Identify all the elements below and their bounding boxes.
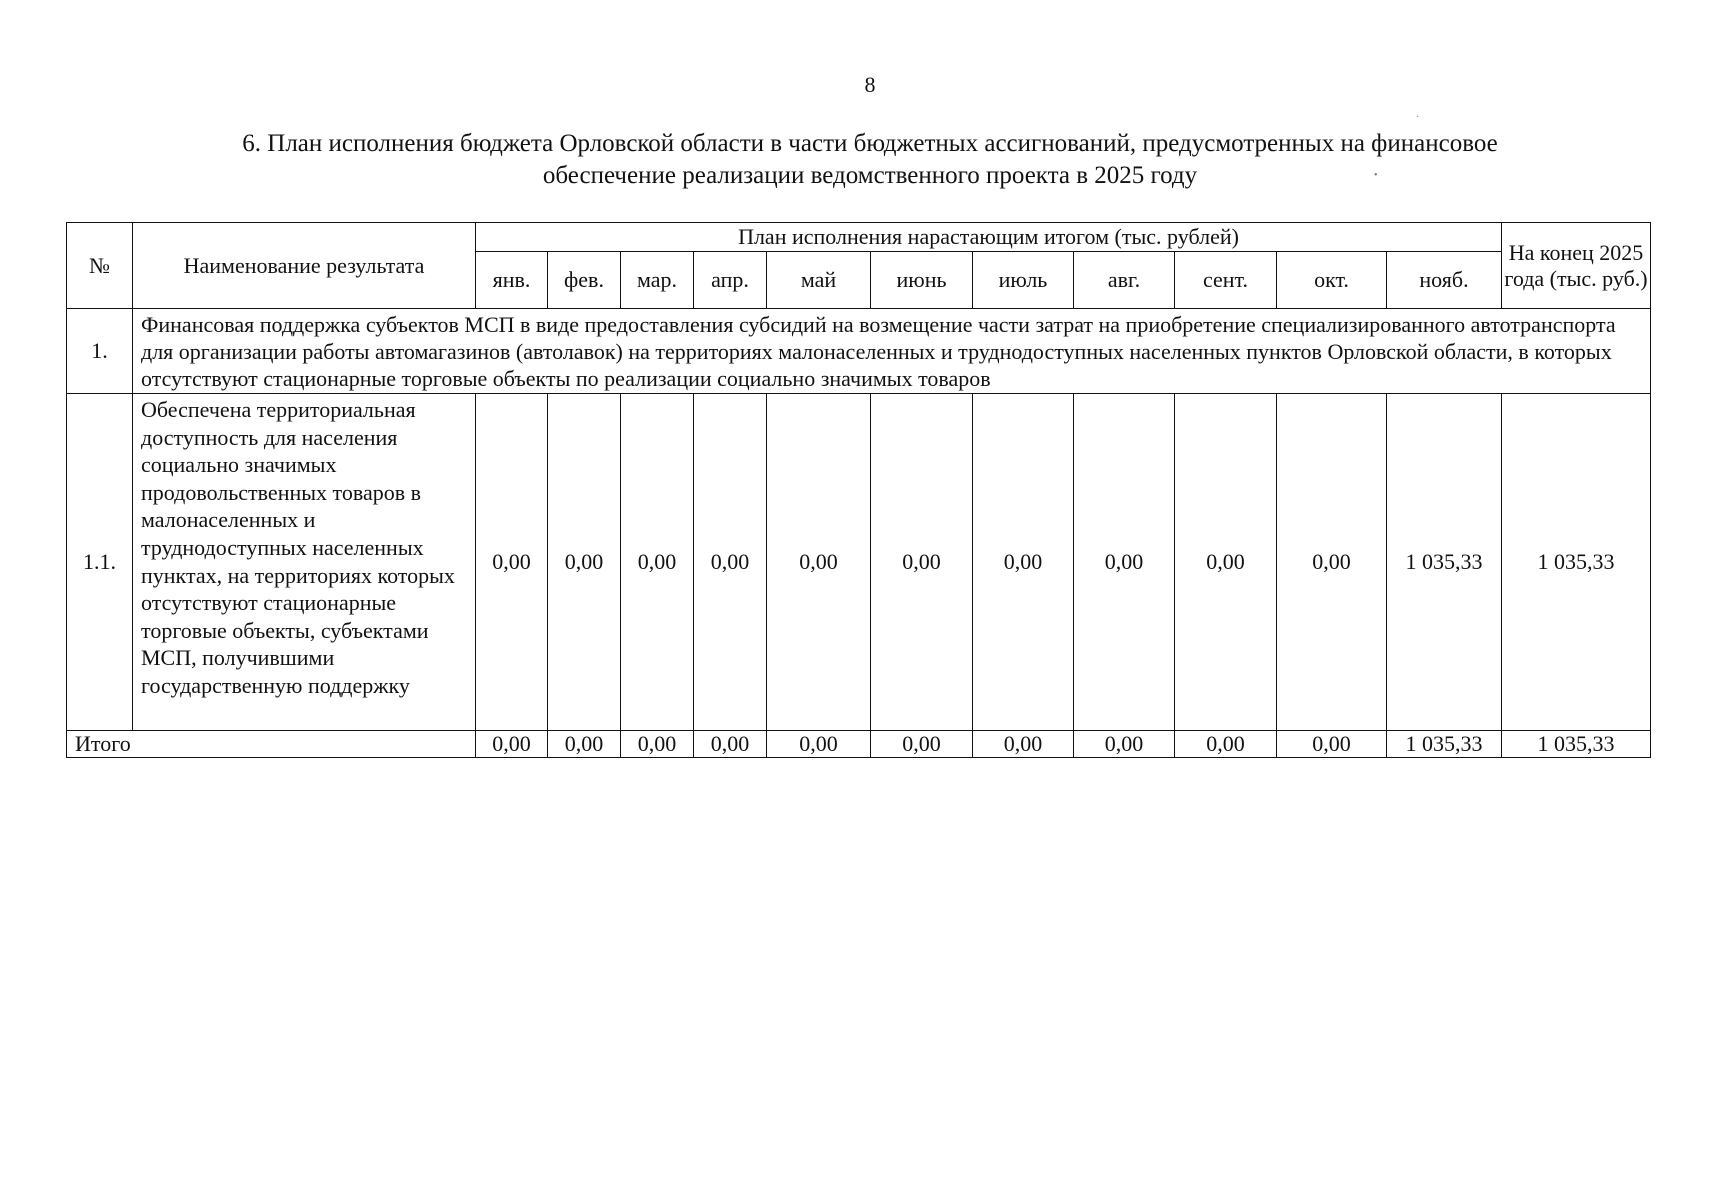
result-value: 0,00 — [694, 394, 767, 731]
section-title: Финансовая поддержка субъектов МСП в виде предоставления субсидий на возмещение части затрат на приобретение специализированного автотранспорта для организации работы автомагазинов (автолавок) на территориях малонаселенных и труднодоступных населенных пунктов Орловской области, в которых отсутствуют стационарные торговые объекты по реализации социально значимых товаров — [133, 309, 1651, 394]
month-header: май — [767, 252, 871, 309]
month-header: мар. — [621, 252, 694, 309]
result-value: 0,00 — [973, 394, 1074, 731]
document-title — [100, 128, 1640, 192]
month-header: июнь — [871, 252, 973, 309]
header-num: № — [67, 223, 133, 309]
section-num: 1. — [67, 309, 133, 394]
section-row — [67, 309, 1651, 394]
result-value: 0,00 — [1074, 394, 1175, 731]
header-end-of-year: На конец 2025 года (тыс. руб.) — [1502, 223, 1651, 309]
total-value: 0,00 — [973, 731, 1074, 758]
result-value: 0,00 — [1277, 394, 1387, 731]
result-value: 0,00 — [871, 394, 973, 731]
result-value: 0,00 — [548, 394, 621, 731]
header-row — [67, 223, 1651, 252]
total-value: 0,00 — [1175, 731, 1277, 758]
result-value: 0,00 — [621, 394, 694, 731]
result-row — [67, 394, 1651, 731]
budget-plan-table — [66, 222, 1651, 758]
result-value: 0,00 — [1175, 394, 1277, 731]
total-value: 0,00 — [548, 731, 621, 758]
result-num: 1.1. — [67, 394, 133, 731]
title-line-2: обеспечение реализации ведомственного проекта в 2025 году — [542, 162, 1198, 189]
total-end-of-year: 1 035,33 — [1502, 731, 1651, 758]
total-value: 0,00 — [694, 731, 767, 758]
month-header: нояб. — [1387, 252, 1502, 309]
total-value: 0,00 — [1277, 731, 1387, 758]
header-plan: План исполнения нарастающим итогом (тыс. рублей) — [476, 223, 1502, 252]
total-value: 0,00 — [1074, 731, 1175, 758]
month-header: окт. — [1277, 252, 1387, 309]
total-value: 0,00 — [476, 731, 548, 758]
scan-speck: • — [1374, 170, 1378, 181]
result-value: 0,00 — [767, 394, 871, 731]
result-end-of-year: 1 035,33 — [1502, 394, 1651, 731]
month-header: янв. — [476, 252, 548, 309]
total-value: 0,00 — [767, 731, 871, 758]
month-header: апр. — [694, 252, 767, 309]
total-row — [67, 731, 1651, 758]
total-value: 0,00 — [871, 731, 973, 758]
total-value: 0,00 — [621, 731, 694, 758]
month-header: июль — [973, 252, 1074, 309]
scan-speck: · — [1416, 112, 1420, 123]
result-name: Обеспечена территориальная доступность для населения социально значимых продовольственных товаров в малонаселенных и труднодоступных населенных пунктах, на территориях которых отсутствуют стационарные торговые объекты, субъектами МСП, получившими государственную поддержку — [133, 394, 476, 731]
total-value: 1 035,33 — [1387, 731, 1502, 758]
month-header: сент. — [1175, 252, 1277, 309]
result-value: 1 035,33 — [1387, 394, 1502, 731]
total-label: Итого — [67, 731, 476, 758]
page-number: 8 — [864, 72, 876, 97]
month-header: авг. — [1074, 252, 1175, 309]
title-line-1: 6. План исполнения бюджета Орловской области в части бюджетных ассигнований, предусмотренных на финансовое — [242, 130, 1498, 157]
month-header: фев. — [548, 252, 621, 309]
result-value: 0,00 — [476, 394, 548, 731]
header-result-name: Наименование результата — [133, 223, 476, 309]
